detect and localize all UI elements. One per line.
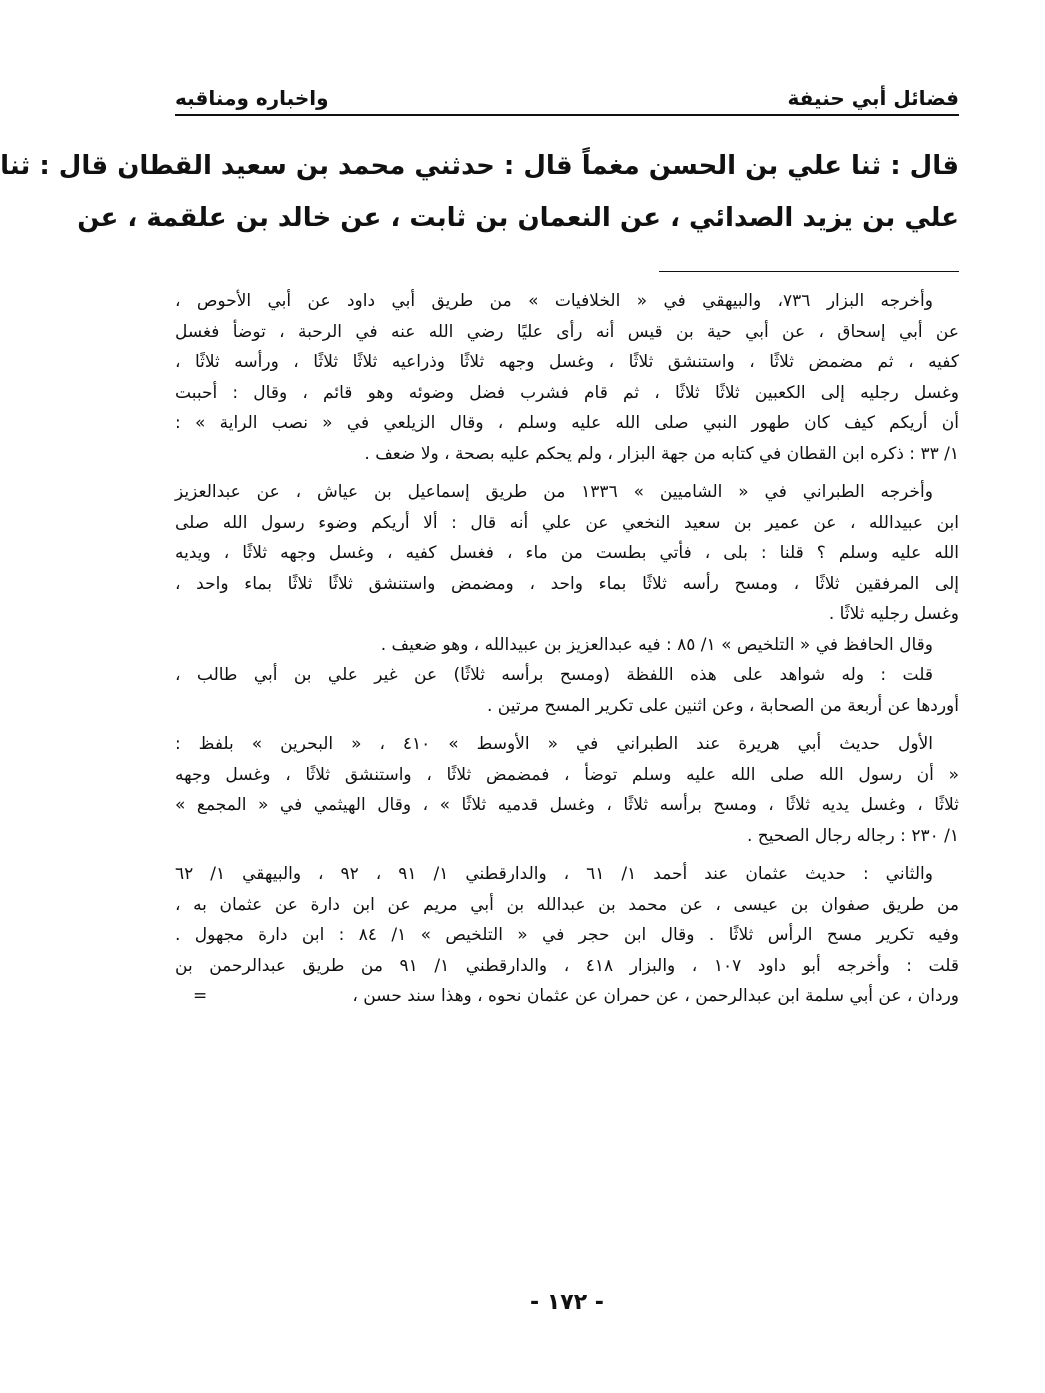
footnote-line: ١/ ٣٣ : ذكره ابن القطان في كتابه من جهة البزار ، ولم يحكم عليه بصحة ، ولا ضعف . <box>364 443 959 464</box>
footnote-line: أن أريكم كيف كان طهور النبي صلى الله عليه وسلم ، وقال الزيلعي في « نصب الراية » : <box>175 413 959 433</box>
footnote-line <box>175 981 959 1012</box>
footnote-line: الله عليه وسلم ؟ قلنا : بلى ، فأتي بطست من ماء ، فغسل كفيه ، وغسل وجهه ثلاثًا ، ويديه <box>175 543 959 563</box>
footnote-line: وفيه تكرير مسح الرأس ثلاثًا . وقال ابن حجر في « التلخيص » ١/ ٨٤ : ابن دارة مجهول . <box>175 925 959 945</box>
footnote-line: ابن عبيدالله ، عن عمير بن سعيد النخعي عن علي أنه قال : ألا أريكم وضوء رسول الله صلى <box>175 512 959 533</box>
main-text-line: قال : ثنا علي بن الحسن مغماً قال : حدثني محمد بن سعيد القطان قال : ثنا <box>0 151 959 181</box>
footnote-line: وأخرجه الطبراني في « الشاميين » ١٣٣٦ من طريق إسماعيل بن عياش ، عن عبدالعزيز <box>175 482 933 502</box>
page-number: - ١٧٢ - <box>530 1290 604 1315</box>
footnote-line: من طريق صفوان بن عيسى ، عن محمد بن عبدالله بن أبي مريم عن ابن دارة عن عثمان به ، <box>175 894 959 915</box>
footnote-line: وأخرجه البزار ٧٣٦، والبيهقي في « الخلافيات » من طريق أبي داود عن أبي الأحوص ، <box>175 291 933 311</box>
header-rule <box>175 114 959 116</box>
footnote-line-text: وردان ، عن أبي سلمة ابن عبدالرحمن ، عن حمران عن عثمان نحوه ، وهذا سند حسن ، <box>352 986 959 1006</box>
footnote-line: قلت : وأخرجه أبو داود ١٠٧ ، والبزار ٤١٨ ، والدارقطني ١/ ٩١ من طريق عبدالرحمن بن <box>175 955 959 976</box>
main-text <box>0 140 959 244</box>
footnote-line: عن أبي إسحاق ، عن أبي حية بن قيس أنه رأى عليًا رضي الله عنه في الرحبة ، توضأ فغسل <box>175 321 959 342</box>
footnote-line: « أن رسول الله صلى الله عليه وسلم توضأ ، فمضمض ثلاثًا ، واستنشق ثلاثًا ، وغسل وجهه <box>175 764 959 785</box>
footnote-line: وغسل رجليه إلى الكعبين ثلاثًا ثلاثًا ، ثم قام فشرب فضل وضوئه وهو قائم ، وقال : أحببت <box>175 382 959 403</box>
footnotes <box>175 286 959 1012</box>
running-header <box>175 78 959 110</box>
footnote-separator <box>659 271 959 272</box>
footnote-line: وغسل رجليه ثلاثًا . <box>828 604 959 624</box>
footnote-line: والثاني : حديث عثمان عند أحمد ١/ ٦١ ، والدارقطني ١/ ٩١ ، ٩٢ ، والبيهقي ١/ ٦٢ <box>175 864 933 884</box>
main-text-line: علي بن يزيد الصدائي ، عن النعمان بن ثابت ، عن خالد بن علقمة ، عن <box>77 203 959 233</box>
footnote-line: ١/ ٢٣٠ : رجاله رجال الصحيح . <box>746 825 959 846</box>
header-left-title: واخباره ومناقبه <box>175 86 329 110</box>
footnote-line: وقال الحافظ في « التلخيص » ١/ ٨٥ : فيه عبدالعزيز بن عبيدالله ، وهو ضعيف . <box>380 634 933 655</box>
footnote-line: الأول حديث أبي هريرة عند الطبراني في « الأوسط » ٤١٠ ، « البحرين » بلفظ : <box>175 734 934 754</box>
footnote-line: إلى المرفقين ثلاثًا ، ومسح رأسه ثلاثًا بماء واحد ، ومضمض واستنشق ثلاثًا ثلاثًا بماء واحد ، <box>175 573 959 594</box>
footnote-line: ثلاثًا ، وغسل يديه ثلاثًا ، ومسح برأسه ثلاثًا ، وغسل قدميه ثلاثًا » ، وقال الهيثمي في « المجمع » <box>175 795 959 815</box>
header-right-title: فضائل أبي حنيفة <box>787 86 959 110</box>
footnote-line: قلت : وله شواهد على هذه اللفظة (ومسح برأسه ثلاثًا) عن غير علي بن أبي طالب ، <box>175 665 933 685</box>
footnote-line: أوردها عن أربعة من الصحابة ، وعن اثنين على تكرير المسح مرتين . <box>486 695 959 716</box>
continuation-mark: = <box>193 986 208 1006</box>
footnote-line: كفيه ، ثم مضمض ثلاثًا ، واستنشق ثلاثًا ، وغسل وجهه ثلاثًا وذراعيه ثلاثًا ثلاثًا ، ورأسه ثلاثًا ، <box>175 352 959 372</box>
